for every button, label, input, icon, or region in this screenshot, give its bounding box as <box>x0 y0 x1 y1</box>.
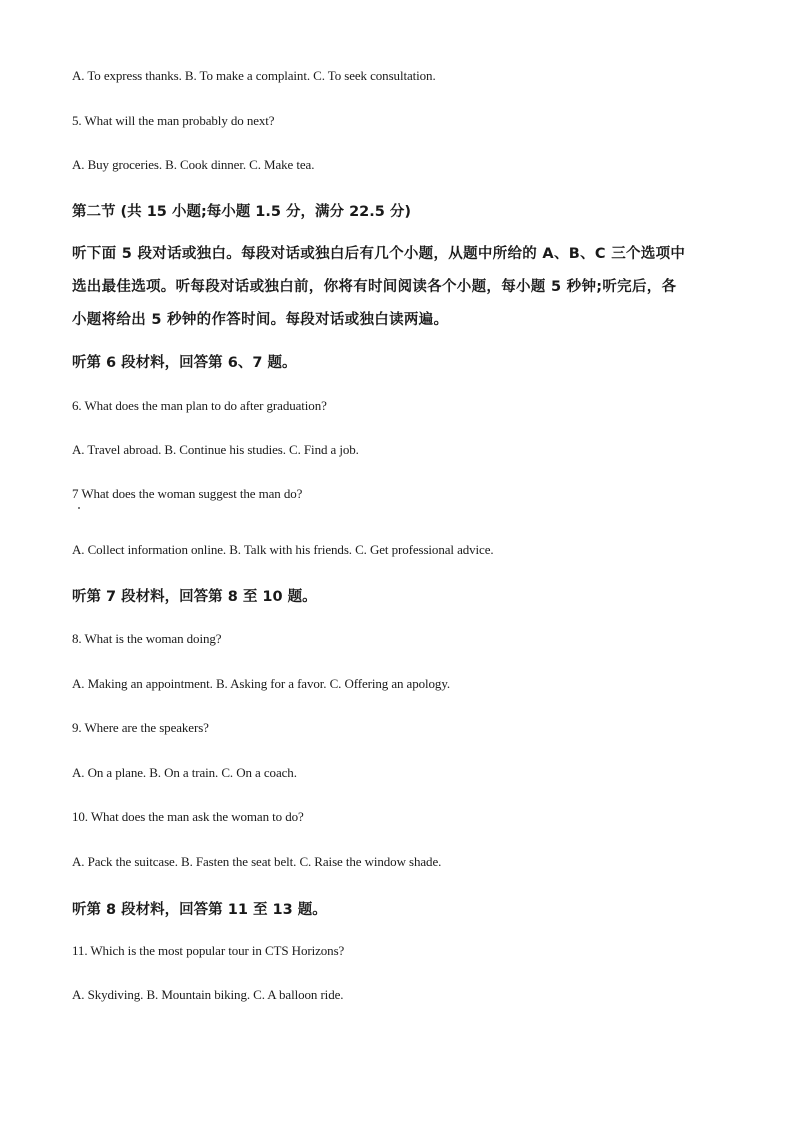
section2-instructions <box>72 238 722 337</box>
q6-options: A. Travel abroad. B. Continue his studies. C. Find a job. <box>72 442 359 457</box>
q11-options: A. Skydiving. B. Mountain biking. C. A balloon ride. <box>72 987 344 1002</box>
q4-options: A. To express thanks. B. To make a complaint. C. To seek consultation. <box>72 68 436 83</box>
q8-options: A. Making an appointment. B. Asking for a favor. C. Offering an apology. <box>72 676 451 691</box>
stray-dot <box>78 507 80 509</box>
instruction-line: 选出最佳选项。听每段对话或独白前，你将有时间阅读各个小题，每小题 5 秒钟;听完后，各 <box>72 279 677 295</box>
instruction-line: 小题将给出 5 秒钟的作答时间。每段对话或独白读两遍。 <box>72 312 449 328</box>
q11-question: 11. Which is the most popular tour in CTS Horizons? <box>72 943 345 958</box>
q9-options: A. On a plane. B. On a train. C. On a coach. <box>72 765 297 780</box>
q5-options: A. Buy groceries. B. Cook dinner. C. Make tea. <box>72 157 315 172</box>
q6-question: 6. What does the man plan to do after graduation? <box>72 398 327 413</box>
q7-options: A. Collect information online. B. Talk with his friends. C. Get professional advice. <box>72 542 494 557</box>
instruction-line: 听下面 5 段对话或独白。每段对话或独白后有几个小题，从题中所给的 A、B、C 三个选项中 <box>72 246 686 262</box>
section2-heading: 第二节 (共 15 小题;每小题 1.5 分，满分 22.5 分) <box>72 204 412 220</box>
q8-question: 8. What is the woman doing? <box>72 631 222 646</box>
q9-question: 9. Where are the speakers? <box>72 720 209 735</box>
passage7-heading: 听第 7 段材料，回答第 8 至 10 题。 <box>72 589 317 605</box>
passage8-heading: 听第 8 段材料，回答第 11 至 13 题。 <box>72 902 327 918</box>
passage6-heading: 听第 6 段材料，回答第 6、7 题。 <box>72 355 297 371</box>
q7-question: 7 What does the woman suggest the man do? <box>72 486 303 501</box>
q10-options: A. Pack the suitcase. B. Fasten the seat belt. C. Raise the window shade. <box>72 854 442 869</box>
q10-question: 10. What does the man ask the woman to do? <box>72 809 304 824</box>
q5-question: 5. What will the man probably do next? <box>72 113 275 128</box>
